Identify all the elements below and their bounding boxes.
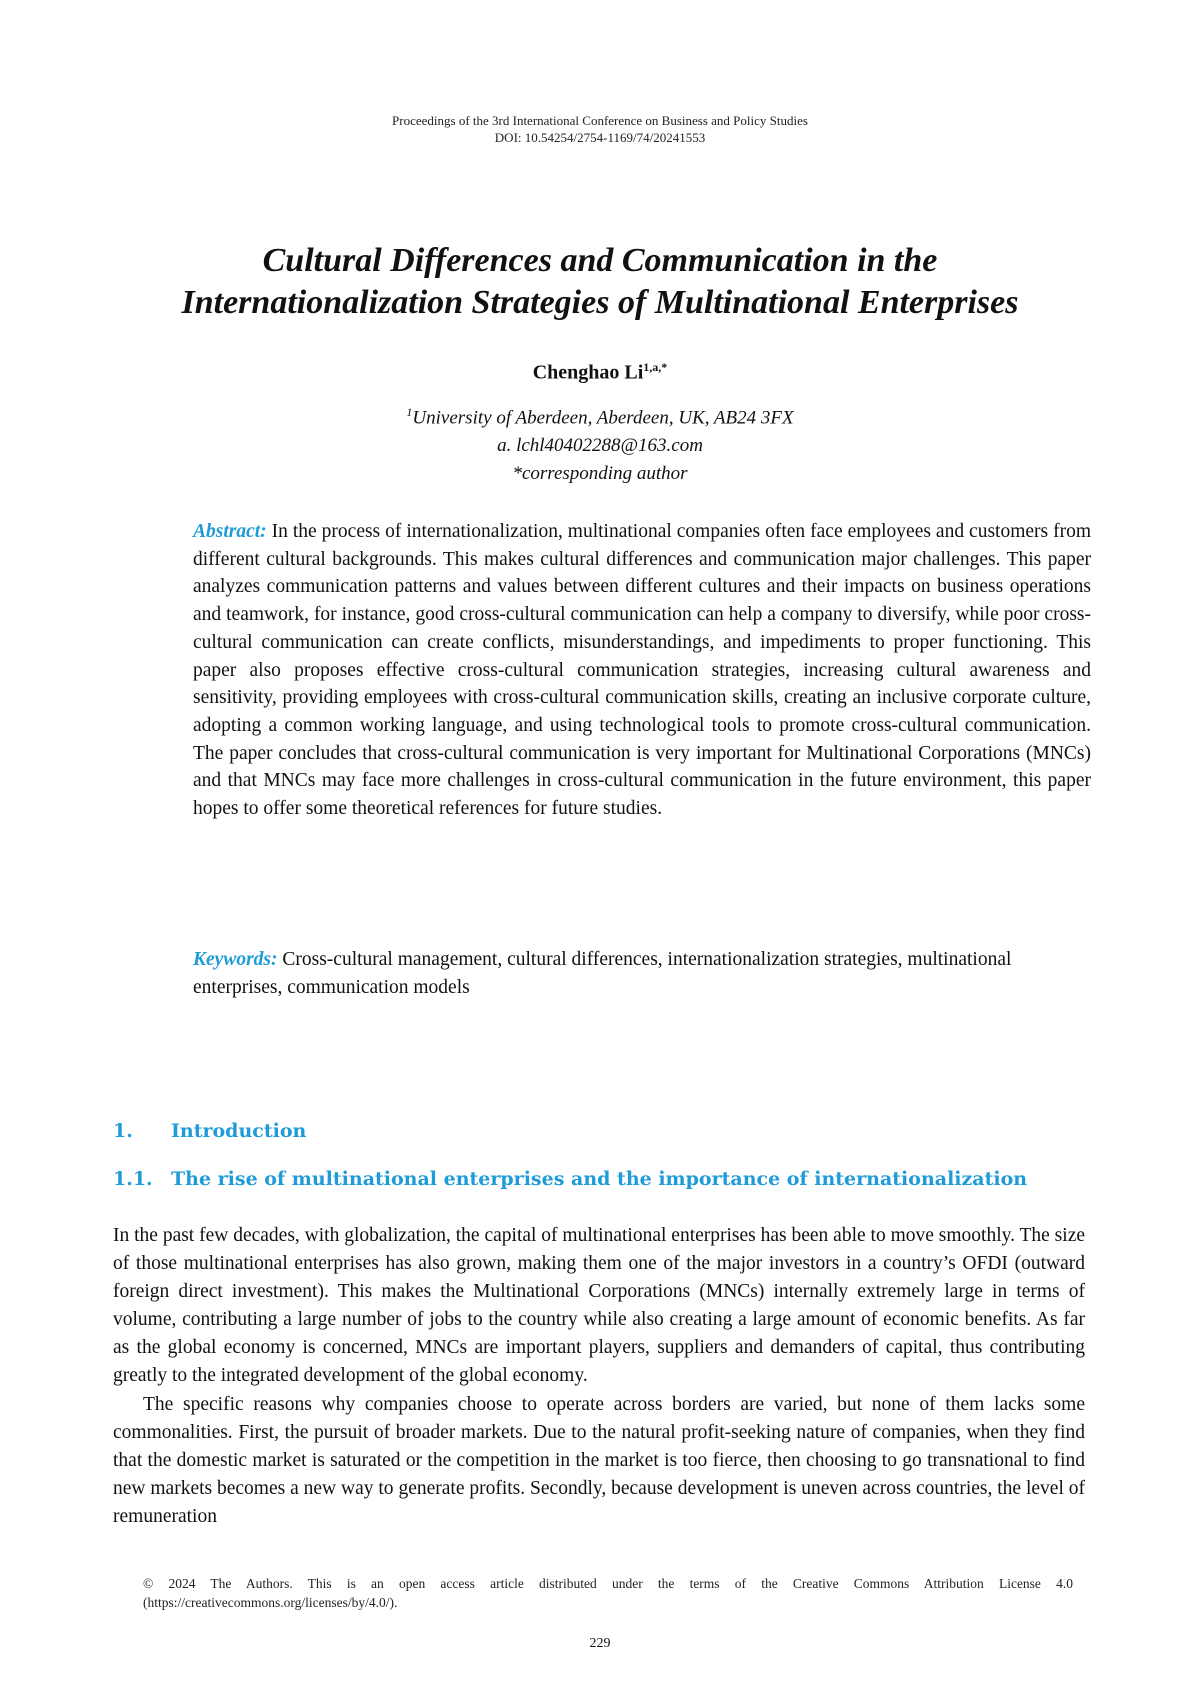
body-paragraph-2: The specific reasons why companies choose to operate across borders are varied, but none of them lacks some commonalities. First, the pursuit of broader markets. Due to the natural profit-seeking nature of companies, when they find that the domestic market is saturated or the competition in the market is too fierce, then choosing to go transnational to find new markets becomes a new way to generate profits. Secondly, because development is uneven across countries, the level of remuneration	[113, 1393, 1085, 1527]
abstract-text: In the process of internationalization, multinational companies often face employees and customers from different cultural backgrounds. This makes cultural differences and communication major challenges. This paper analyzes communication patterns and values between different cultures and their impacts on business operations and teamwork, for instance, good cross-cultural communication can help a company to diversify, while poor cross-cultural communication can create conflicts, misunderstandings, and impediments to proper functioning. This paper also proposes effective cross-cultural communication strategies, increasing cultural awareness and sensitivity, providing employees with cross-cultural communication skills, creating an inclusive corporate culture, adopting a common working language, and using technological tools to promote cross-cultural communication. The paper concludes that cross-cultural communication is very important for Multinational Corporations (MNCs) and that MNCs may face more challenges in cross-cultural communication in the future environment, this paper hopes to offer some theoretical references for future studies.	[193, 521, 1092, 820]
body-paragraph-1: In the past few decades, with globalization, the capital of multinational enterprises has been able to move smoothly. The size of those multinational enterprises has also grown, making them one of the major investors in a country’s OFDI (outward foreign direct investment). This makes the Multinational Corporations (MNCs) internally extremely large in terms of volume, contributing a large number of jobs to the country while also creating a large amount of economic benefits. As far as the global economy is concerned, MNCs are important players, suppliers and demanders of capital, thus contributing greatly to the integrated development of the global economy.	[113, 1225, 1086, 1387]
paper-title	[80, 240, 1120, 324]
affiliation-block	[0, 398, 1200, 488]
affiliation-institution-line	[0, 398, 1200, 432]
title-line-2: Internationalization Strategies of Multinational Enterprises	[181, 284, 1019, 321]
keywords-label: Keywords:	[193, 949, 278, 970]
doi-line: DOI: 10.54254/2754-1169/74/20241553	[494, 130, 706, 145]
corresponding-author-note: *corresponding author	[512, 463, 688, 485]
subsection-number: 1.1.	[113, 1168, 153, 1190]
proceedings-line: Proceedings of the 3rd International Conference on Business and Policy Studies	[392, 113, 808, 128]
section-heading-introduction	[113, 1120, 306, 1142]
author-email[interactable]: a. lchl40402288@163.com	[497, 435, 703, 457]
author-line	[0, 360, 1200, 385]
affiliation-institution: University of Aberdeen, Aberdeen, UK, AB24 3FX	[412, 407, 794, 429]
abstract-label: Abstract:	[193, 521, 267, 542]
page-number: 229	[589, 1636, 611, 1651]
body-text	[113, 1222, 1085, 1531]
section-number: 1.	[113, 1120, 133, 1142]
section-title: Introduction	[171, 1120, 307, 1142]
running-head	[0, 112, 1200, 146]
author-marks: 1,a,*	[643, 360, 668, 374]
abstract	[193, 518, 1091, 823]
affiliation-mark: 1	[406, 405, 413, 419]
keywords-text: Cross-cultural management, cultural differences, internationalization strategies, multinational enterprises, communication models	[193, 949, 1012, 998]
license-footnote: © 2024 The Authors. This is an open access article distributed under the terms of the Creative Commons Attribution License 4.0 (https://creativecommons.org/licenses/by/4.0/).	[143, 1576, 1073, 1610]
subsection-heading-rise-of-mnes	[113, 1168, 1027, 1190]
title-line-1: Cultural Differences and Communication in the	[262, 242, 938, 279]
keywords	[193, 946, 1091, 1001]
author-name: Chenghao Li	[532, 361, 644, 384]
subsection-title: The rise of multinational enterprises and the importance of internationalization	[171, 1168, 1028, 1190]
